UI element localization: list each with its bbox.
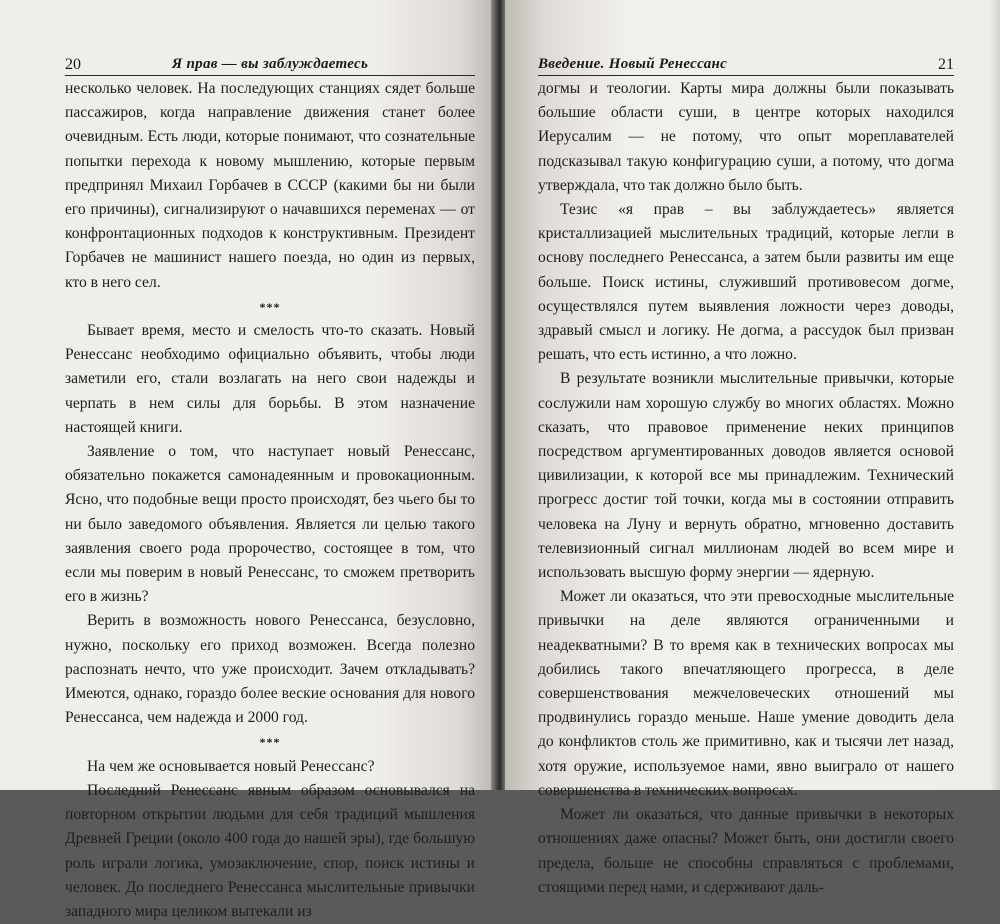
paragraph: Верить в возможность нового Ренессанса, безусловно, нужно, поскольку его приход возможен. Всегда полезно распознать нечто, что уже происходит. Зачем откладывать? Имеются, однако, гораздо более веские основания для нового Ренессанса, чем надежда и 2000 год. xyxy=(65,612,475,727)
paragraph: В результате возникли мыслительные привычки, которые сослужили нам хорошую службу во многих областях. Можно сказать, что правовое применение неких принципов посредством аргументированных доводов является основой цивилизации, к которой все мы принадлежим. Технический прогресс достиг той точки, когда мы в состоянии отправить человека на Луну и вернуть обратно, мгновенно доставить телевизионный сигнал миллионам людей во всем мире и использовать высшую форму энергии — ядерную. xyxy=(538,370,954,582)
section-separator: *** xyxy=(259,299,281,314)
right-page-header xyxy=(538,56,954,76)
section-separator: *** xyxy=(259,735,281,750)
running-title: Я прав — вы заблуждаетесь xyxy=(171,56,369,72)
paragraph: На чем же основывается новый Ренессанс? xyxy=(87,757,375,775)
paragraph: Может ли оказаться, что эти превосходные мыслительные привычки на деле являются ограниченными и неадекватными? В то время как в технических вопросах мы добились такого впечатляющего прогресса, в деле совершенствования межчеловеческих отношений мы продвинулись гораздо меньше. Наше умение доводить дела до конфликтов столь же примитивно, как и тысячи лет назад, хотя оружие, используемое нами, явно выиграло от нашего совершенства в технических вопросах. xyxy=(538,588,954,799)
paragraph: Может ли оказаться, что данные привычки в некоторых отношениях даже опасны? Может быть, они достигли своего предела, больше не способны справляться с проблемами, стоящими перед нами, и сдерживают даль- xyxy=(538,806,954,896)
page-edge-shadow xyxy=(990,0,1000,790)
page-number: 21 xyxy=(938,56,954,73)
paragraph: Тезис «я прав – вы заблуждаетесь» является кристаллизацией мыслительных традиций, которые легли в основу последнего Ренессанса, а затем были развиты им еще больше. Поиск истины, служивший противовесом догме, осуществлялся путем выявления ложности через доводы, здравый смысл и логику. Не догма, а рассудок был призван решать, что есть истинно, а что ложно. xyxy=(538,201,954,364)
paragraph: Бывает время, место и смелость что-то сказать. Новый Ренессанс необходимо официально объявить, чтобы люди заметили его, стали возлагать на него свои надежды и черпать в нем силы для борьбы. В этом назначение настоящей книги. xyxy=(65,322,475,436)
paragraph: несколько человек. На последующих станциях сядет больше пассажиров, когда направление движения станет более очевидным. Есть люди, которые понимают, что сознательные попытки перехода к новому мышлению, которые первым предпринял Михаил Горбачев в СССР (какими бы ни были его причины), сигнализируют о начавшихся переменах — от конфронтационных подходов к конструктивным. Президент Горбачев не машинист нашего поезда, но один из первых, кто в него сел. xyxy=(65,80,475,291)
paragraph: догмы и теологии. Карты мира должны были показывать большие области суши, в центре которых находился Иерусалим — не потому, что опыт мореплавателей подсказывал такую конфигурацию суши, а потому, что догма утверждала, что так должно было быть. xyxy=(538,80,954,194)
right-page-text xyxy=(538,77,954,900)
left-page xyxy=(0,0,493,920)
paragraph: Последний Ренессанс явным образом основывался на повторном открытии людьми для себя традиций мышления Древней Греции (около 400 года до нашей эры), где большую роль играли логика, умозаключение, спор, поиск истины и человек. До последнего Ренессанса мыслительные привычки западного мира целиком вытекали из xyxy=(65,781,475,920)
page-number: 20 xyxy=(65,56,81,73)
left-page-header xyxy=(65,56,475,76)
right-page xyxy=(505,0,1000,896)
running-title: Введение. Новый Ренессанс xyxy=(538,56,728,72)
paragraph: Заявление о том, что наступает новый Ренессанс, обязательно покажется самонадеянным и провокационным. Ясно, что подобные вещи просто происходят, без чьего бы то ни было заведомого объявления. Является ли целью такого заявления своего рода пророчество, состоящее в том, что если мы поверим в новый Ренессанс, то сможем претворить его в жизнь? xyxy=(65,443,475,606)
left-page-text xyxy=(65,77,475,924)
